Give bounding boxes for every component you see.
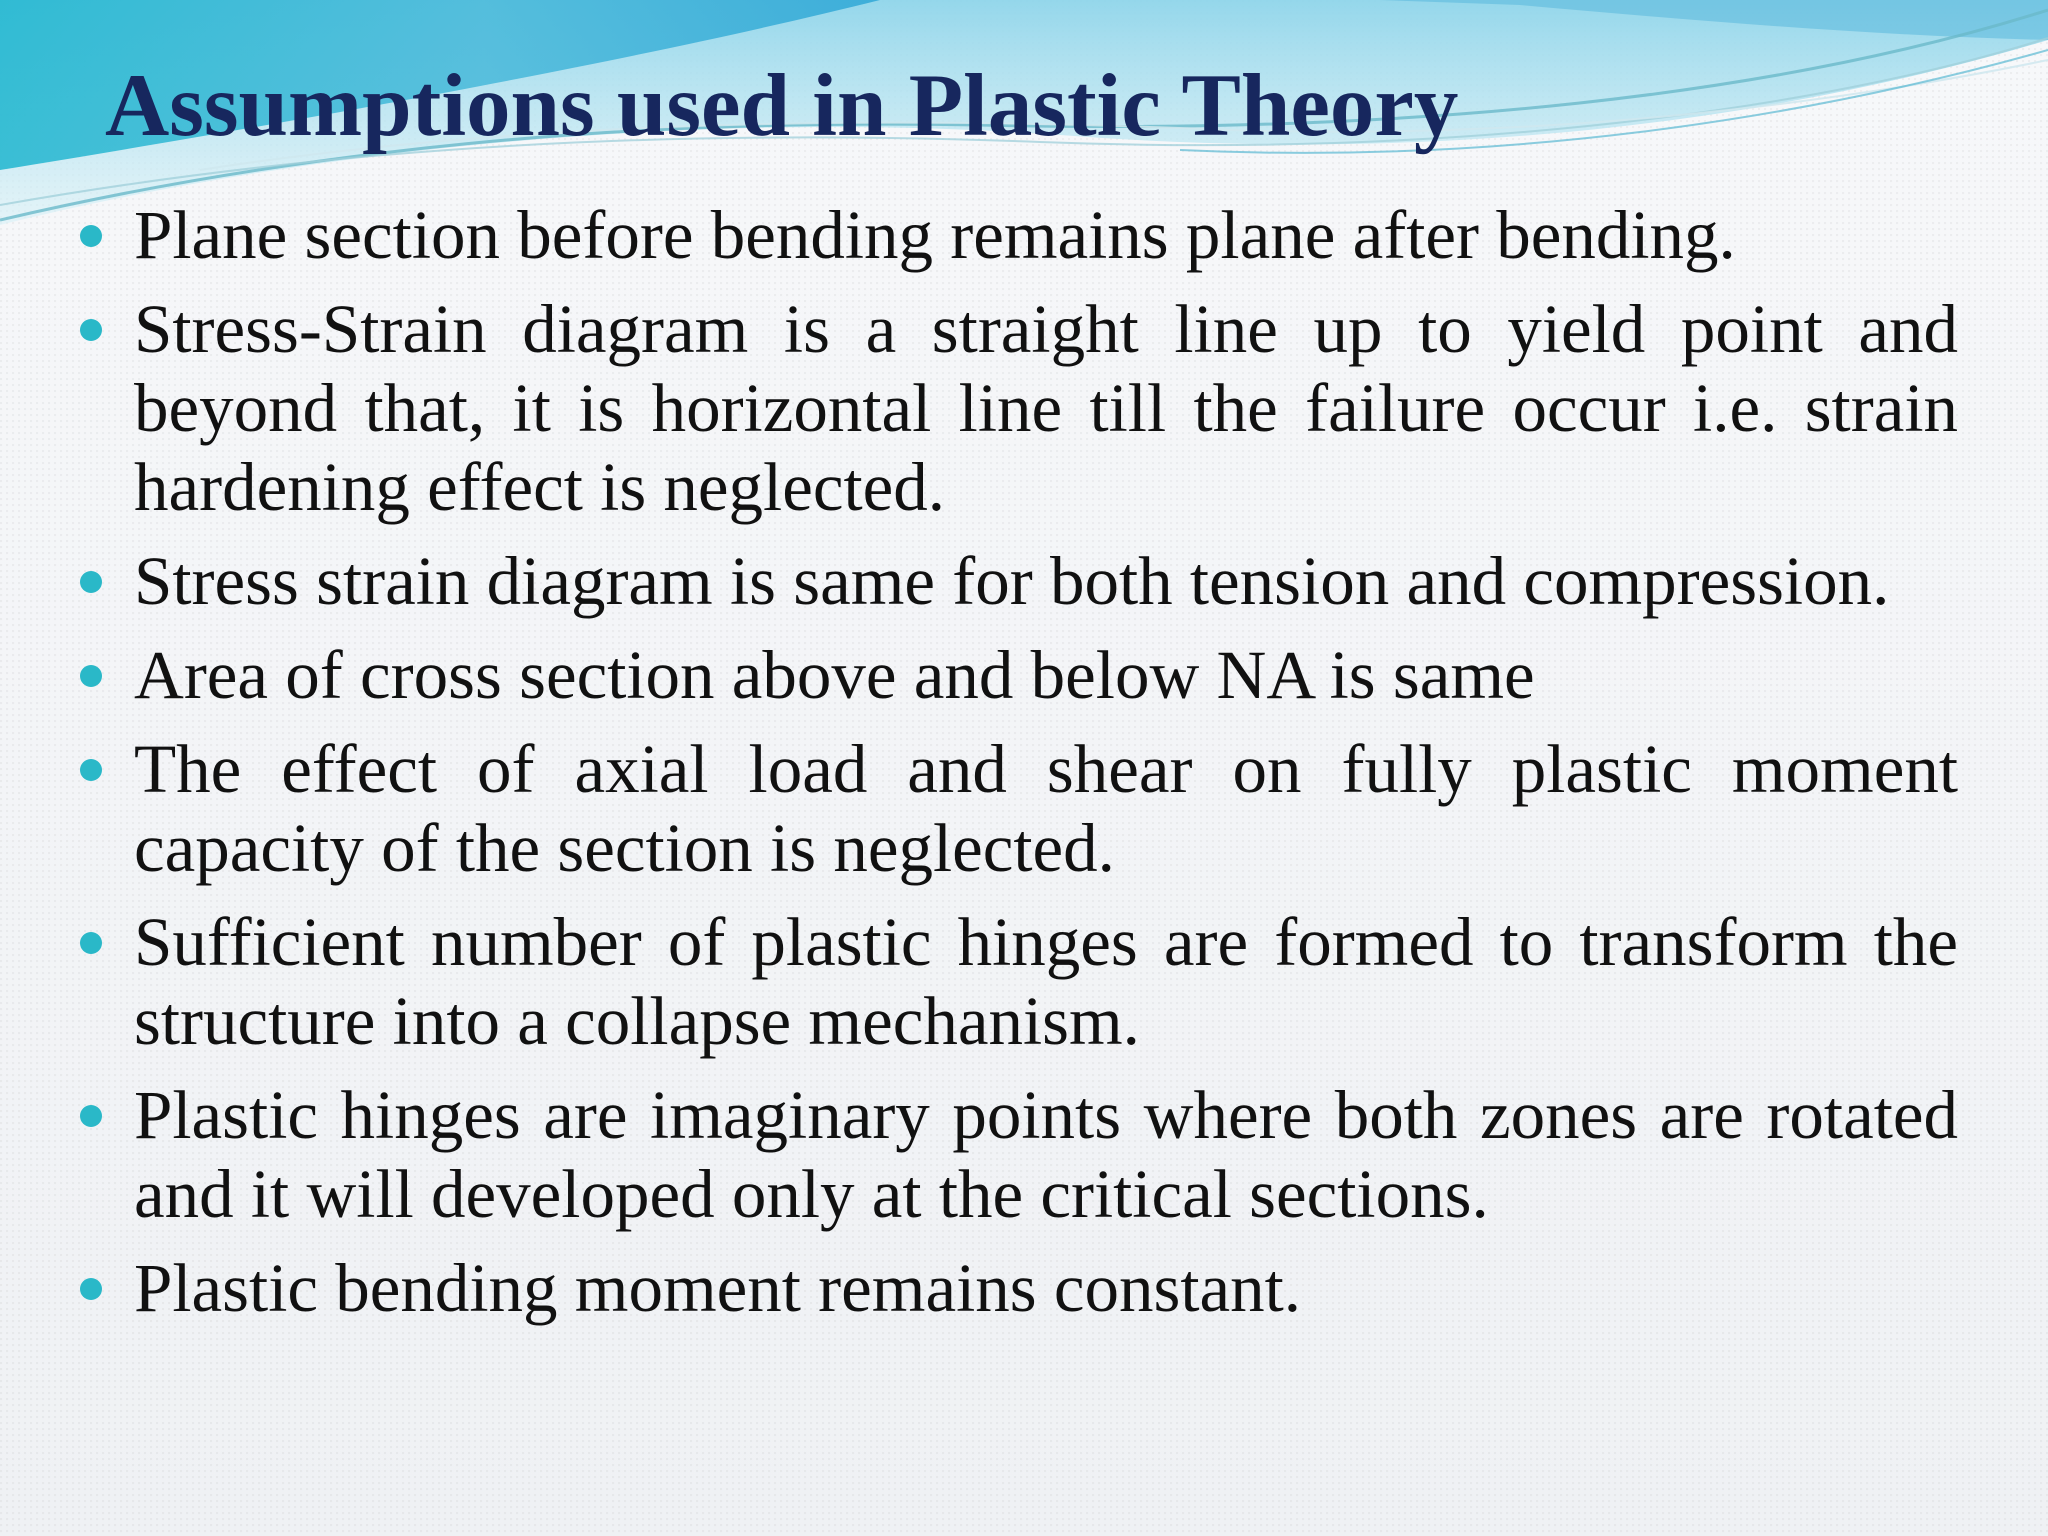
list-item-text: Area of cross section above and below NA is same <box>134 637 1535 713</box>
list-item <box>76 636 1958 715</box>
list-item <box>76 730 1958 888</box>
list-item-text: Sufficient number of plastic hinges are formed to transform the structure into a collapse mechanism. <box>134 904 1958 1059</box>
list-item <box>76 903 1958 1061</box>
bullet-dot-icon <box>80 932 102 954</box>
bullet-dot-icon <box>80 225 102 247</box>
list-item <box>76 1076 1958 1234</box>
list-item <box>76 290 1958 527</box>
list-item <box>76 196 1958 275</box>
slide-title: Assumptions used in Plastic Theory <box>105 57 1459 155</box>
bullet-dot-icon <box>80 319 102 341</box>
list-item-text: Plane section before bending remains plane after bending. <box>134 197 1736 273</box>
bullet-dot-icon <box>80 1278 102 1300</box>
bullet-dot-icon <box>80 571 102 593</box>
list-item-text: Stress strain diagram is same for both tension and compression. <box>134 543 1890 619</box>
list-item-text: Plastic bending moment remains constant. <box>134 1250 1302 1326</box>
bullet-dot-icon <box>80 1105 102 1127</box>
list-item-text: The effect of axial load and shear on fully plastic moment capacity of the section is neglected. <box>134 731 1958 886</box>
bullet-dot-icon <box>80 759 102 781</box>
list-item-text: Stress-Strain diagram is a straight line up to yield point and beyond that, it is horizontal line till the failure occur i.e. strain hardening effect is neglected. <box>134 291 1958 525</box>
list-item-text: Plastic hinges are imaginary points where both zones are rotated and it will developed only at the critical sections. <box>134 1077 1958 1232</box>
bullet-dot-icon <box>80 665 102 687</box>
list-item <box>76 1249 1958 1328</box>
assumptions-list <box>76 196 1958 1343</box>
list-item <box>76 542 1958 621</box>
